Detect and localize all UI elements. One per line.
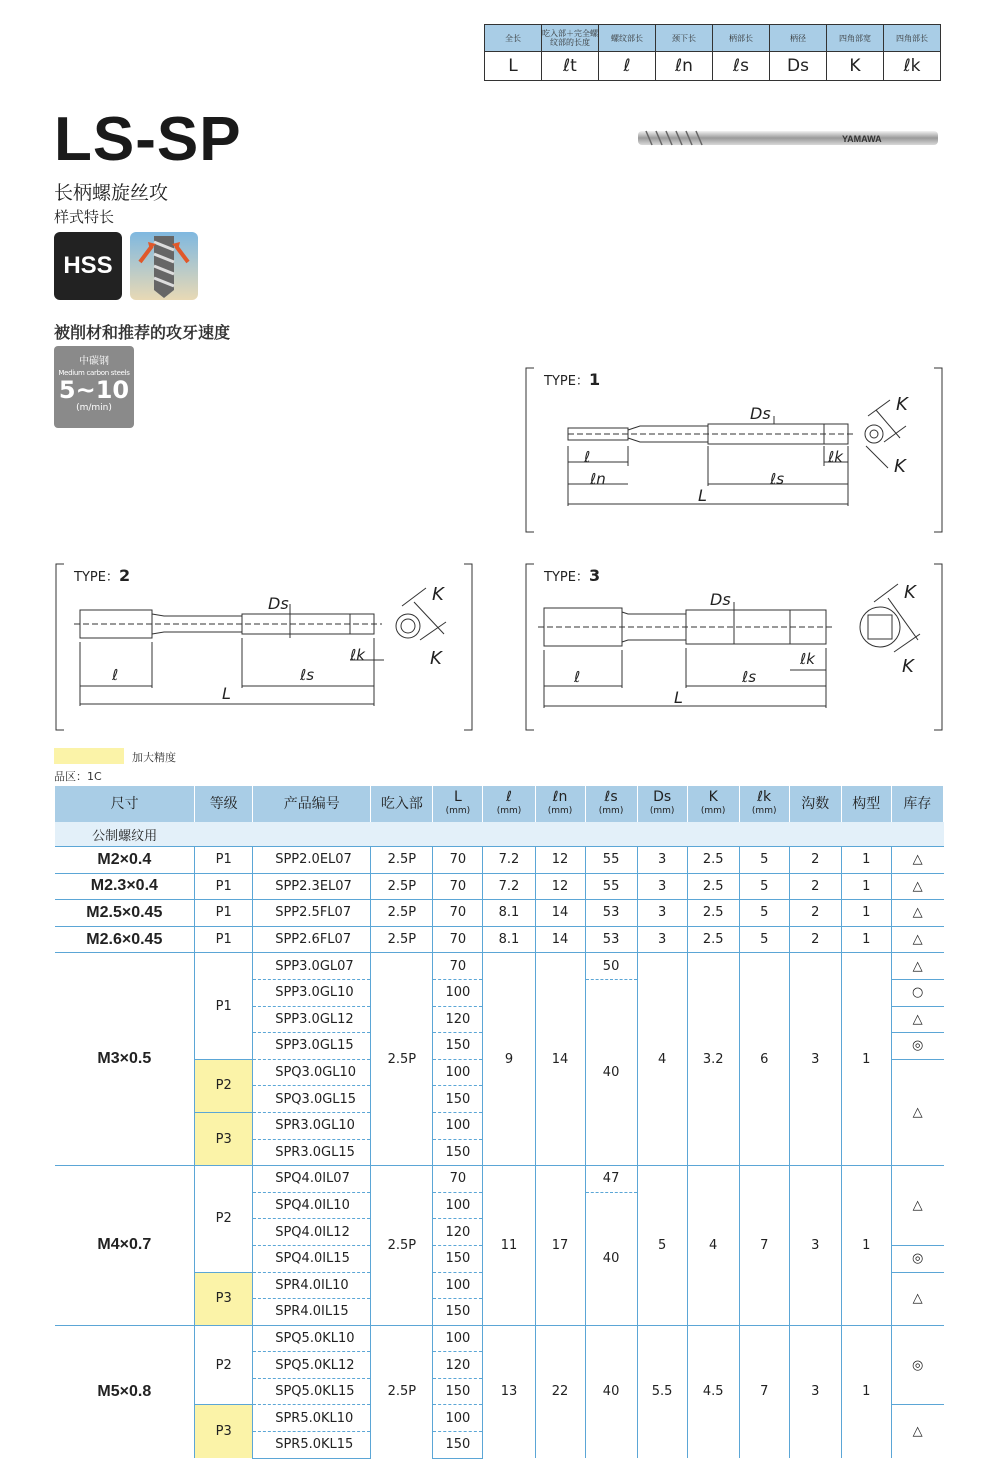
K-cell: 3.2	[687, 953, 739, 1166]
col-header: K (mm)	[687, 786, 739, 822]
K-cell: 2.5	[687, 873, 739, 900]
stock-cell: ◎	[891, 1325, 943, 1405]
dim-l: ℓ	[584, 448, 591, 466]
tap-tool-image	[634, 122, 946, 156]
code-cell: SPQ4.0IL15	[253, 1245, 371, 1272]
ls-cell: 50	[585, 953, 637, 980]
stock-cell: △	[891, 1272, 943, 1325]
dim-K: K	[430, 648, 442, 669]
table-row	[55, 873, 944, 900]
stock-cell: △	[891, 873, 943, 900]
grade-cell: P2	[195, 1166, 253, 1272]
L-cell: 70	[433, 873, 483, 900]
ls-cell: 40	[585, 1325, 637, 1458]
L-cell: 100	[433, 979, 483, 1006]
stock-cell: ◎	[891, 1033, 943, 1060]
grade-cell: P1	[195, 926, 253, 953]
col-header: Ds (mm)	[637, 786, 687, 822]
dim-K: K	[904, 582, 916, 603]
legend-header: 柄部长	[713, 25, 770, 52]
code-cell: SPQ5.0KL10	[253, 1325, 371, 1352]
ln-cell: 17	[535, 1166, 585, 1326]
region-note: 品区：1C	[54, 770, 102, 783]
grade-cell: P1	[195, 873, 253, 900]
K-cell: 2.5	[687, 847, 739, 874]
L-cell: 100	[433, 1325, 483, 1352]
Ds-cell: 3	[637, 926, 687, 953]
code-cell: SPR3.0GL10	[253, 1112, 371, 1139]
code-cell: SPP2.5FL07	[253, 900, 371, 927]
col-header: ℓn (mm)	[535, 786, 585, 822]
table-row	[55, 900, 944, 927]
type-cell: 1	[841, 1325, 891, 1458]
stock-cell: △	[891, 900, 943, 927]
code-cell: SPQ4.0IL07	[253, 1166, 371, 1193]
col-header: 库存	[891, 786, 943, 822]
ls-cell: 55	[585, 873, 637, 900]
l-cell: 13	[483, 1325, 535, 1458]
material-cn: 中碳钢	[79, 356, 109, 367]
chamfer-cell: 2.5P	[371, 873, 433, 900]
lk-cell: 5	[739, 847, 789, 874]
table-header	[55, 786, 944, 822]
section-label: 公制螺纹用	[55, 822, 195, 847]
ls-cell: 47	[585, 1166, 637, 1193]
L-cell: 150	[433, 1245, 483, 1272]
L-cell: 100	[433, 1272, 483, 1299]
Ds-cell: 3	[637, 900, 687, 927]
grade-cell: P1	[195, 953, 253, 1059]
type3-diagram	[524, 562, 944, 732]
grade-cell: P3	[195, 1405, 253, 1458]
code-cell: SPP3.0GL12	[253, 1006, 371, 1033]
type-cell: 1	[841, 953, 891, 1166]
flutes-cell: 3	[789, 1166, 841, 1326]
lk-cell: 5	[739, 926, 789, 953]
table-row	[55, 1166, 944, 1193]
L-cell: 150	[433, 1378, 483, 1405]
type-cell: 1	[841, 1166, 891, 1326]
hss-badge: HSS	[54, 232, 122, 300]
spiral-tap-icon	[130, 232, 198, 300]
legend-header: 颈下长	[656, 25, 713, 52]
spec-table	[54, 786, 944, 1459]
product-style: 样式特长	[54, 208, 115, 226]
grade-cell: P3	[195, 1272, 253, 1325]
size-cell: M5×0.8	[55, 1325, 195, 1458]
dim-ls: ℓs	[742, 668, 757, 686]
legend-header: 螺纹部长	[599, 25, 656, 52]
tool-brand: YAMAWA	[842, 134, 882, 144]
legend-header: 四角部宽	[827, 25, 884, 52]
K-cell: 4.5	[687, 1325, 739, 1458]
col-header: ℓs (mm)	[585, 786, 637, 822]
l-cell: 11	[483, 1166, 535, 1326]
L-cell: 100	[433, 1405, 483, 1432]
K-cell: 4	[687, 1166, 739, 1326]
dim-L: L	[674, 688, 683, 707]
L-cell: 150	[433, 1086, 483, 1113]
L-cell: 100	[433, 1059, 483, 1086]
stock-cell: △	[891, 847, 943, 874]
size-cell: M3×0.5	[55, 953, 195, 1166]
type2-label: TYPE：2	[74, 566, 131, 585]
stock-cell: △	[891, 1166, 943, 1246]
L-cell: 70	[433, 1166, 483, 1193]
type2-diagram	[54, 562, 474, 732]
legend-header: 柄径	[770, 25, 827, 52]
size-cell: M2×0.4	[55, 847, 195, 874]
ls-cell: 53	[585, 900, 637, 927]
chamfer-cell: 2.5P	[371, 926, 433, 953]
l-cell: 8.1	[483, 900, 535, 927]
col-header: ℓ (mm)	[483, 786, 535, 822]
code-cell: SPQ5.0KL12	[253, 1352, 371, 1379]
L-cell: 70	[433, 953, 483, 980]
L-cell: 120	[433, 1352, 483, 1379]
L-cell: 120	[433, 1219, 483, 1246]
precision-swatch	[54, 748, 124, 764]
table-row	[55, 847, 944, 874]
L-cell: 70	[433, 847, 483, 874]
dim-K: K	[902, 656, 914, 677]
ls-cell: 53	[585, 926, 637, 953]
lk-cell: 7	[739, 1166, 789, 1326]
code-cell: SPP3.0GL10	[253, 979, 371, 1006]
dim-K: K	[894, 456, 906, 477]
Ds-cell: 5.5	[637, 1325, 687, 1458]
legend-symbol: L	[485, 52, 542, 81]
code-cell: SPQ3.0GL15	[253, 1086, 371, 1113]
legend-symbol: K	[827, 52, 884, 81]
code-cell: SPP2.3EL07	[253, 873, 371, 900]
dim-Ds: Ds	[750, 404, 771, 423]
precision-note: 加大精度	[132, 751, 176, 764]
type1-label: TYPE：1	[544, 370, 601, 389]
flutes-cell: 2	[789, 900, 841, 927]
code-cell: SPP3.0GL07	[253, 953, 371, 980]
flutes-cell: 3	[789, 953, 841, 1166]
L-cell: 100	[433, 1192, 483, 1219]
ln-cell: 12	[535, 873, 585, 900]
grade-cell: P3	[195, 1112, 253, 1165]
m3-group	[55, 953, 944, 1166]
simple-rows	[55, 847, 944, 953]
type1-diagram	[524, 366, 944, 534]
type-cell: 1	[841, 847, 891, 874]
l-cell: 7.2	[483, 873, 535, 900]
dim-lk: ℓk	[350, 646, 365, 664]
speed-heading: 被削材和推荐的攻牙速度	[54, 323, 231, 342]
col-header: ℓk (mm)	[739, 786, 789, 822]
product-subtitle: 长柄螺旋丝攻	[54, 182, 169, 204]
chamfer-cell: 2.5P	[371, 900, 433, 927]
code-cell: SPQ4.0IL10	[253, 1192, 371, 1219]
legend-symbol: ℓk	[884, 52, 941, 81]
legend-symbol: ℓ	[599, 52, 656, 81]
Ds-cell: 5	[637, 1166, 687, 1326]
size-cell: M2.6×0.45	[55, 926, 195, 953]
table-row	[55, 1325, 944, 1352]
ls-cell: 40	[585, 1192, 637, 1325]
section-row	[55, 822, 944, 847]
Ds-cell: 3	[637, 873, 687, 900]
stock-cell: △	[891, 1006, 943, 1033]
stock-cell: △	[891, 926, 943, 953]
flutes-cell: 2	[789, 873, 841, 900]
type-cell: 1	[841, 873, 891, 900]
L-cell: 70	[433, 926, 483, 953]
table-row	[55, 953, 944, 980]
col-header: L (mm)	[433, 786, 483, 822]
dim-lk: ℓk	[828, 448, 843, 466]
stock-cell: △	[891, 1405, 943, 1458]
Ds-cell: 3	[637, 847, 687, 874]
col-header: 构型	[841, 786, 891, 822]
l-cell: 9	[483, 953, 535, 1166]
size-cell: M4×0.7	[55, 1166, 195, 1326]
ln-cell: 14	[535, 953, 585, 1166]
dim-l: ℓ	[112, 666, 119, 684]
L-cell: 150	[433, 1033, 483, 1060]
code-cell: SPP2.6FL07	[253, 926, 371, 953]
K-cell: 2.5	[687, 926, 739, 953]
speed-range: 5~10	[58, 376, 130, 404]
code-cell: SPR4.0IL10	[253, 1272, 371, 1299]
legend-header: 吃入部＋完全螺纹部的长度	[542, 25, 599, 52]
legend-symbol: ℓn	[656, 52, 713, 81]
size-cell: M2.3×0.4	[55, 873, 195, 900]
material-en: Medium carbon steels	[58, 369, 130, 377]
ls-cell: 40	[585, 979, 637, 1165]
grade-cell: P1	[195, 847, 253, 874]
dim-lk: ℓk	[800, 650, 815, 668]
L-cell: 100	[433, 1112, 483, 1139]
dim-L: L	[222, 684, 231, 703]
lk-cell: 5	[739, 873, 789, 900]
code-cell: SPR5.0KL10	[253, 1405, 371, 1432]
size-cell: M2.5×0.45	[55, 900, 195, 927]
ln-cell: 22	[535, 1325, 585, 1458]
legend-symbol: Ds	[770, 52, 827, 81]
grade-cell: P2	[195, 1325, 253, 1405]
col-header: 沟数	[789, 786, 841, 822]
ln-cell: 12	[535, 847, 585, 874]
col-header: 吃入部	[371, 786, 433, 822]
flutes-cell: 3	[789, 1325, 841, 1458]
m4-group	[55, 1166, 944, 1326]
chamfer-cell: 2.5P	[371, 953, 433, 1166]
L-cell: 120	[433, 1006, 483, 1033]
col-header: 等级	[195, 786, 253, 822]
dim-K: K	[432, 584, 444, 605]
dim-K: K	[896, 394, 908, 415]
L-cell: 150	[433, 1432, 483, 1459]
type-cell: 1	[841, 900, 891, 927]
code-cell: SPQ4.0IL12	[253, 1219, 371, 1246]
table-row	[55, 926, 944, 953]
stock-cell: ◎	[891, 1245, 943, 1272]
stock-cell: △	[891, 1059, 943, 1165]
chamfer-cell: 2.5P	[371, 1325, 433, 1458]
L-cell: 70	[433, 900, 483, 927]
ln-cell: 14	[535, 900, 585, 927]
chamfer-cell: 2.5P	[371, 1166, 433, 1326]
code-cell: SPR3.0GL15	[253, 1139, 371, 1166]
K-cell: 2.5	[687, 900, 739, 927]
dim-L: L	[698, 486, 707, 505]
grade-cell: P1	[195, 900, 253, 927]
dim-ls: ℓs	[300, 666, 315, 684]
lk-cell: 6	[739, 953, 789, 1166]
code-cell: SPQ3.0GL10	[253, 1059, 371, 1086]
type3-label: TYPE：3	[544, 566, 601, 585]
chamfer-cell: 2.5P	[371, 847, 433, 874]
flutes-cell: 2	[789, 847, 841, 874]
code-cell: SPQ5.0KL15	[253, 1378, 371, 1405]
type-cell: 1	[841, 926, 891, 953]
flutes-cell: 2	[789, 926, 841, 953]
product-title: LS-SP	[54, 105, 242, 174]
dimension-legend	[484, 24, 941, 81]
stock-cell: ○	[891, 979, 943, 1006]
stock-cell: △	[891, 953, 943, 980]
L-cell: 150	[433, 1299, 483, 1326]
dim-Ds: Ds	[268, 594, 289, 613]
lk-cell: 7	[739, 1325, 789, 1458]
legend-header: 四角部长	[884, 25, 941, 52]
code-cell: SPR4.0IL15	[253, 1299, 371, 1326]
ls-cell: 55	[585, 847, 637, 874]
grade-cell: P2	[195, 1059, 253, 1112]
speed-unit: (m/min)	[76, 403, 112, 413]
legend-symbol: ℓs	[713, 52, 770, 81]
speed-badge	[54, 346, 134, 428]
col-header: 尺寸	[55, 786, 195, 822]
l-cell: 7.2	[483, 847, 535, 874]
m5-group	[55, 1325, 944, 1458]
lk-cell: 5	[739, 900, 789, 927]
dim-l: ℓ	[574, 668, 581, 686]
dim-Ds: Ds	[710, 590, 731, 609]
code-cell: SPR5.0KL15	[253, 1432, 371, 1459]
legend-header: 全长	[485, 25, 542, 52]
l-cell: 8.1	[483, 926, 535, 953]
dim-ln: ℓn	[590, 470, 606, 488]
code-cell: SPP3.0GL15	[253, 1033, 371, 1060]
col-header: 产品编号	[253, 786, 371, 822]
Ds-cell: 4	[637, 953, 687, 1166]
dim-ls: ℓs	[770, 470, 785, 488]
code-cell: SPP2.0EL07	[253, 847, 371, 874]
legend-symbol: ℓt	[542, 52, 599, 81]
L-cell: 150	[433, 1139, 483, 1166]
ln-cell: 14	[535, 926, 585, 953]
